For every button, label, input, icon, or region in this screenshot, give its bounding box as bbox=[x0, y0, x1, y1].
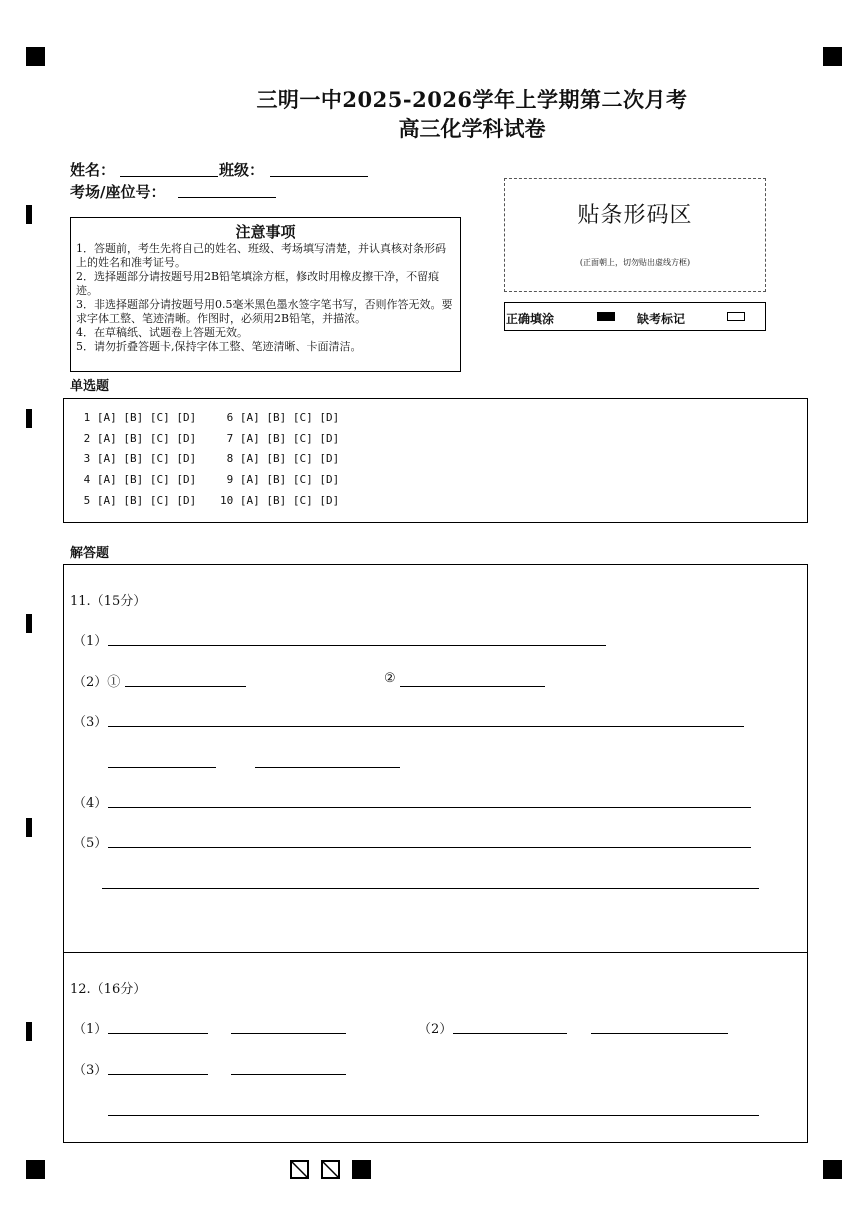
exam-subtitle: 高三化学科试卷 bbox=[398, 116, 546, 141]
q11-part3-answer-line-1[interactable] bbox=[108, 726, 744, 727]
q12-part2-label: （2） bbox=[418, 1022, 453, 1037]
exam-title: 三明一中2025-2026学年上学期第二次月考 bbox=[256, 87, 688, 112]
notice-item: 4．在草稿纸、试题卷上答题无效。 bbox=[76, 326, 248, 339]
side-timing-mark bbox=[26, 205, 32, 224]
q12-part1-answer-line-2[interactable] bbox=[231, 1033, 346, 1034]
mc-question-4[interactable]: 4 [A] [B] [C] [D] bbox=[77, 473, 197, 486]
notice-item: 5．请勿折叠答题卡,保持字体工整、笔迹清晰、卡面清洁。 bbox=[76, 340, 362, 353]
corner-mark-top-left bbox=[26, 47, 45, 66]
corner-mark-bottom-left bbox=[26, 1160, 45, 1179]
q12-part3-answer-line-2[interactable] bbox=[231, 1074, 346, 1075]
single-choice-label: 单选题 bbox=[70, 379, 110, 394]
side-timing-mark bbox=[26, 818, 32, 837]
q11-part2-answer-line-2[interactable] bbox=[400, 686, 545, 687]
question-11-box bbox=[63, 564, 808, 953]
q11-part3-answer-line-3[interactable] bbox=[255, 767, 400, 768]
q11-part2-label-2: ② bbox=[384, 671, 396, 686]
notice-box bbox=[70, 217, 461, 372]
q11-part3-answer-line-2[interactable] bbox=[108, 767, 216, 768]
q12-part3-answer-line-3[interactable] bbox=[108, 1115, 759, 1116]
absent-mark-box[interactable] bbox=[727, 312, 745, 321]
q11-part1-answer-line[interactable] bbox=[108, 645, 606, 646]
correct-fill-sample bbox=[597, 312, 615, 321]
notice-item: 1．答题前，考生先将自己的姓名、班级、考场填写清楚，并认真核对条形码上的姓名和准考证号。 bbox=[76, 242, 446, 269]
mc-question-1[interactable]: 1 [A] [B] [C] [D] bbox=[77, 411, 197, 424]
q11-part5-label: （5） bbox=[73, 836, 108, 851]
mc-question-2[interactable]: 2 [A] [B] [C] [D] bbox=[77, 432, 197, 445]
class-field[interactable] bbox=[270, 176, 368, 177]
corner-mark-top-right bbox=[823, 47, 842, 66]
name-field[interactable] bbox=[120, 176, 218, 177]
q11-part2-answer-line-1[interactable] bbox=[125, 686, 246, 687]
corner-mark-bottom-right bbox=[823, 1160, 842, 1179]
mc-question-10[interactable]: 10 [A] [B] [C] [D] bbox=[220, 494, 340, 507]
name-label: 姓名： bbox=[70, 161, 116, 179]
question-12-header: 12.（16分） bbox=[70, 982, 147, 997]
barcode-title: 贴条形码区 bbox=[577, 203, 693, 228]
question-11-header: 11.（15分） bbox=[70, 594, 147, 609]
side-timing-mark bbox=[26, 409, 32, 428]
q12-part1-label: （1） bbox=[73, 1022, 108, 1037]
barcode-area bbox=[504, 178, 766, 292]
q12-part1-answer-line-1[interactable] bbox=[108, 1033, 208, 1034]
q11-part1-label: （1） bbox=[73, 634, 108, 649]
q11-part3-label: （3） bbox=[73, 715, 108, 730]
q11-part2-label: （2）① bbox=[73, 675, 121, 690]
barcode-note: (正面朝上，切勿贴出虚线方框) bbox=[579, 258, 691, 267]
q12-part2-answer-line-1[interactable] bbox=[453, 1033, 567, 1034]
exam-seat-label: 考场/座位号： bbox=[70, 183, 166, 201]
class-label: 班级： bbox=[219, 161, 265, 179]
q12-part3-label: （3） bbox=[73, 1063, 108, 1078]
exam-seat-field[interactable] bbox=[178, 197, 276, 198]
mc-question-9[interactable]: 9 [A] [B] [C] [D] bbox=[220, 473, 340, 486]
side-timing-mark bbox=[26, 614, 32, 633]
q12-part3-answer-line-1[interactable] bbox=[108, 1074, 208, 1075]
mc-question-8[interactable]: 8 [A] [B] [C] [D] bbox=[220, 452, 340, 465]
notice-item: 3．非选择题部分请按题号用0.5毫米黑色墨水签字笔书写，否则作答无效。要求字体工整、笔迹清晰。作图时，必须用2B铅笔，并描浓。 bbox=[76, 298, 453, 325]
notice-title: 注意事项 bbox=[235, 223, 296, 241]
page-code-square-crossed bbox=[290, 1160, 309, 1179]
q11-part4-answer-line[interactable] bbox=[108, 807, 751, 808]
side-timing-mark bbox=[26, 1022, 32, 1041]
page-code-square-filled bbox=[352, 1160, 371, 1179]
mc-question-7[interactable]: 7 [A] [B] [C] [D] bbox=[220, 432, 340, 445]
mc-question-5[interactable]: 5 [A] [B] [C] [D] bbox=[77, 494, 197, 507]
single-choice-box bbox=[63, 398, 808, 523]
page-code-square-crossed bbox=[321, 1160, 340, 1179]
q11-part4-label: （4） bbox=[73, 796, 108, 811]
q12-part2-answer-line-2[interactable] bbox=[591, 1033, 728, 1034]
q11-part5-answer-line-1[interactable] bbox=[108, 847, 751, 848]
q11-part5-answer-line-2[interactable] bbox=[102, 888, 759, 889]
absent-mark-label: 缺考标记 bbox=[637, 312, 686, 326]
mc-question-3[interactable]: 3 [A] [B] [C] [D] bbox=[77, 452, 197, 465]
notice-item: 2．选择题部分请按题号用2B铅笔填涂方框，修改时用橡皮擦干净，不留痕迹。 bbox=[76, 270, 440, 297]
mc-question-6[interactable]: 6 [A] [B] [C] [D] bbox=[220, 411, 340, 424]
correct-fill-label: 正确填涂 bbox=[506, 312, 555, 326]
fill-legend bbox=[504, 302, 766, 331]
answer-section-label: 解答题 bbox=[70, 546, 110, 561]
